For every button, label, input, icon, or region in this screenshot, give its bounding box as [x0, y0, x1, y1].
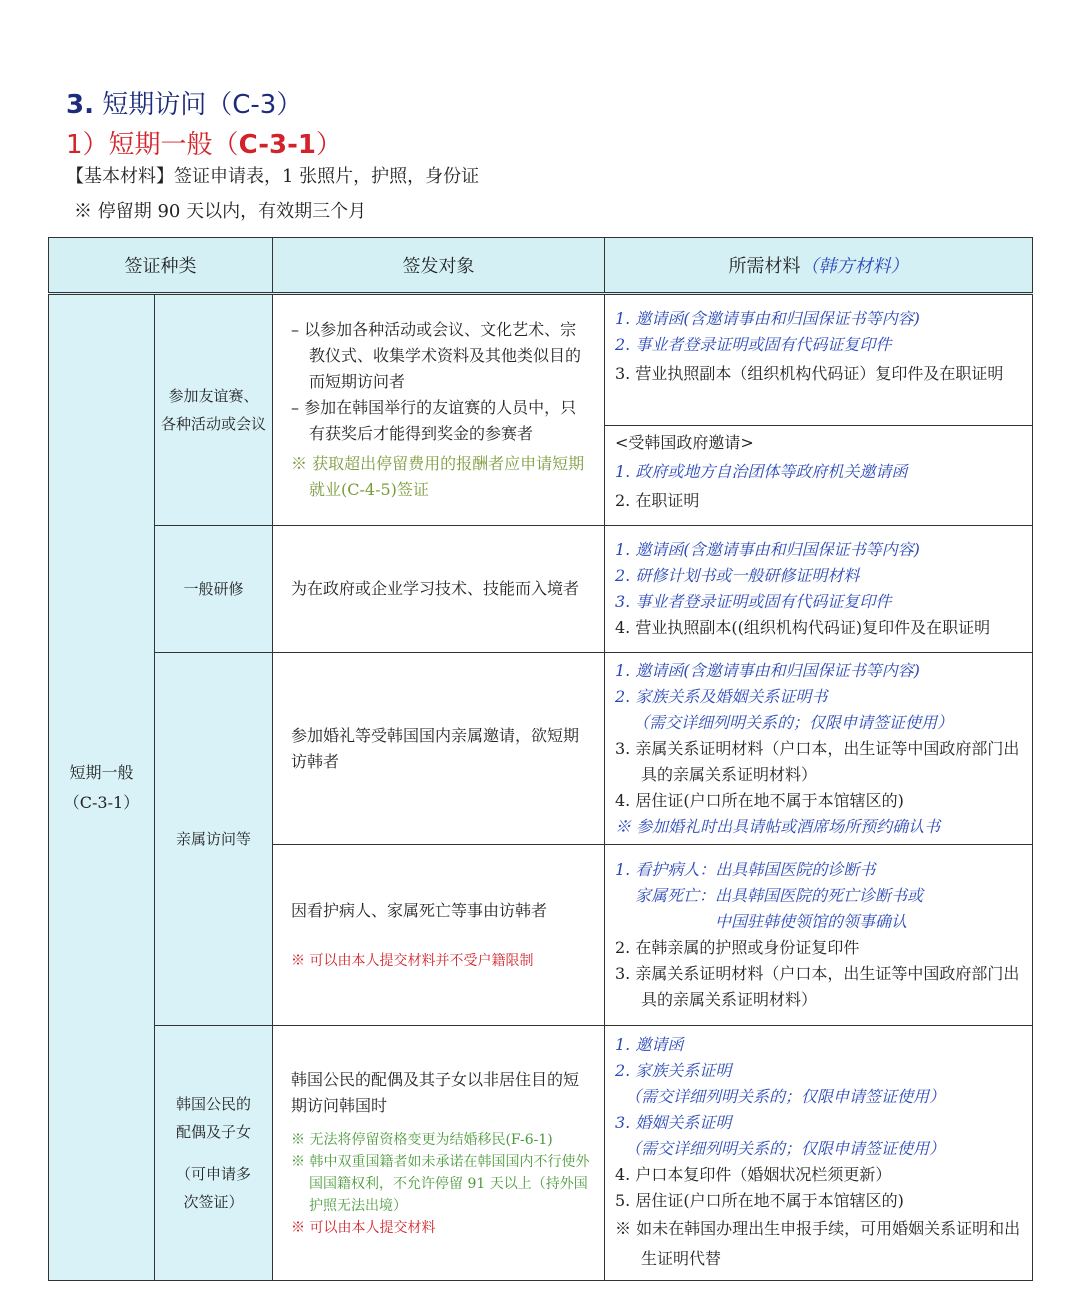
sub-type-line: 配偶及子女 — [175, 1123, 251, 1141]
material-item: （需交详细列明关系的；仅限申请签证使用） — [633, 712, 954, 732]
subsection-code: C-3-1 — [238, 130, 317, 160]
basic-materials-label: 【基本材料】 — [66, 166, 174, 187]
target-events — [273, 294, 605, 526]
target-item: – 以参加各种活动或会议、文化艺术、宗教仪式、收集学术资料及其他类似目的而短期访问者 — [291, 320, 582, 391]
materials-events-government — [605, 426, 1032, 518]
visa-table — [48, 237, 1033, 1281]
material-item: 3. 营业执照副本（组织机构代码证）复印件及在职证明 — [615, 364, 1004, 383]
material-item: 5. 居住证(户口所在地不属于本馆辖区的) — [615, 1191, 904, 1210]
section-heading — [66, 84, 302, 121]
materials-training — [605, 526, 1033, 653]
sub-type-line: 次签证） — [183, 1193, 244, 1211]
header-target: 签发对象 — [273, 238, 605, 294]
main-visa-type-code: （C-3-1） — [63, 792, 140, 812]
header-materials-note: （韩方材料） — [800, 256, 909, 277]
sub-type-line: 参加友谊赛、 — [168, 387, 259, 405]
target-item: 韩国公民的配偶及其子女以非居住目的短期访问韩国时 — [291, 1070, 580, 1115]
target-item: 参加婚礼等受韩国国内亲属邀请，欲短期访韩者 — [291, 725, 580, 771]
material-item: （需交详细列明关系的；仅限申请签证使用） — [625, 1139, 946, 1158]
target-note: ※ 可以由本人提交材料 — [291, 1220, 436, 1236]
target-note: ※ 无法将停留资格变更为结婚移民(F-6-1) — [291, 1132, 553, 1148]
material-item: ※ 参加婚礼时出具请帖或酒席场所预约确认书 — [615, 816, 941, 836]
sub-type-events — [155, 294, 273, 526]
material-item: 1. 政府或地方自治团体等政府机关邀请函 — [615, 462, 908, 481]
material-item: ※ 如未在韩国办理出生申报手续，可用婚姻关系证明和出生证明代替 — [615, 1219, 1021, 1268]
subsection-heading — [66, 124, 342, 161]
materials-events — [605, 294, 1033, 526]
target-relatives-care — [273, 845, 605, 1026]
material-item: 2. 在职证明 — [615, 491, 700, 510]
material-item: 2. 家族关系及婚姻关系证明书 — [615, 686, 828, 706]
material-item: 3. 亲属关系证明材料（户口本，出生证等中国政府部门出具的亲属关系证明材料） — [615, 738, 1020, 784]
header-materials — [605, 238, 1033, 294]
material-item: 3. 亲属关系证明材料（户口本，出生证等中国政府部门出具的亲属关系证明材料） — [615, 964, 1020, 1009]
materials-spouse — [605, 1026, 1033, 1281]
sub-type-training: 一般研修 — [155, 526, 273, 653]
materials-events-korean — [605, 302, 1032, 426]
material-item: 中国驻韩使领馆的领事确认 — [715, 912, 908, 931]
header-materials-label: 所需材料 — [728, 256, 801, 277]
material-item: （需交详细列明关系的；仅限申请签证使用） — [625, 1087, 946, 1106]
materials-relatives-wedding — [605, 653, 1033, 845]
material-item: 1. 邀请函(含邀请事由和归国保证书等内容) — [615, 540, 920, 559]
target-item: 因看护病人、家属死亡等事由访韩者 — [291, 901, 548, 920]
sub-type-line: 韩国公民的 — [175, 1095, 251, 1113]
material-item: 2. 研修计划书或一般研修证明材料 — [615, 566, 860, 585]
material-item: 3. 婚姻关系证明 — [615, 1113, 732, 1132]
target-relatives-wedding — [273, 653, 605, 845]
material-item: 4. 营业执照副本((组织机构代码证)复印件及在职证明 — [615, 618, 991, 637]
material-item: 1. 邀请函(含邀请事由和归国保证书等内容) — [615, 309, 920, 328]
material-item: 1. 看护病人：出具韩国医院的诊断书 — [615, 860, 876, 879]
material-item: 4. 户口本复印件（婚姻状况栏须更新） — [615, 1165, 892, 1184]
sub-type-line: （可申请多 — [175, 1165, 251, 1183]
material-item: 3. 事业者登录证明或固有代码证复印件 — [615, 592, 892, 611]
stay-period-note: ※ 停留期 90 天以内，有效期三个月 — [74, 201, 367, 222]
target-item: 为在政府或企业学习技术、技能而入境者 — [291, 579, 580, 598]
sub-type-line: 各种活动或会议 — [160, 415, 266, 433]
subsection-number: 1） — [66, 130, 109, 160]
main-visa-type — [49, 294, 155, 1281]
target-spouse — [273, 1026, 605, 1281]
subsection-title-a: 短期一般（ — [108, 130, 239, 160]
basic-materials-line — [66, 162, 479, 188]
subsection-title-b: ） — [316, 130, 343, 160]
material-item: 2. 在韩亲属的护照或身份证复印件 — [615, 938, 860, 957]
material-item: 1. 邀请函 — [615, 1035, 684, 1054]
header-visa-type: 签证种类 — [49, 238, 273, 294]
target-note: ※ 获取超出停留费用的报酬者应申请短期就业(C-4-5)签证 — [291, 454, 585, 499]
target-note: ※ 韩中双重国籍者如未承诺在韩国国内不行使外国国籍权利，不允许停留 91 天以上（持外国护照无法出境） — [291, 1154, 590, 1214]
sub-type-relatives: 亲属访问等 — [155, 653, 273, 1026]
material-item: 家属死亡：出具韩国医院的死亡诊断书或 — [635, 886, 924, 905]
target-training — [273, 526, 605, 653]
material-item: 4. 居住证(户口所在地不属于本馆辖区的) — [615, 790, 904, 810]
basic-materials-text: 签证申请表，1 张照片，护照，身份证 — [174, 166, 480, 187]
section-title: 短期访问（C-3） — [102, 90, 303, 120]
target-item: – 参加在韩国举行的友谊赛的人员中，只有获奖后才能得到奖金的参赛者 — [291, 398, 577, 443]
materials-relatives-care — [605, 845, 1033, 1026]
main-visa-type-name: 短期一般 — [69, 762, 134, 782]
material-item: 1. 邀请函(含邀请事由和归国保证书等内容) — [615, 660, 920, 680]
material-item: 2. 家族关系证明 — [615, 1061, 732, 1080]
material-sublabel: <受韩国政府邀请> — [615, 433, 754, 452]
material-item: 2. 事业者登录证明或固有代码证复印件 — [615, 335, 892, 354]
section-number: 3. — [66, 90, 94, 120]
target-note: ※ 可以由本人提交材料并不受户籍限制 — [291, 953, 534, 969]
sub-type-spouse — [155, 1026, 273, 1281]
